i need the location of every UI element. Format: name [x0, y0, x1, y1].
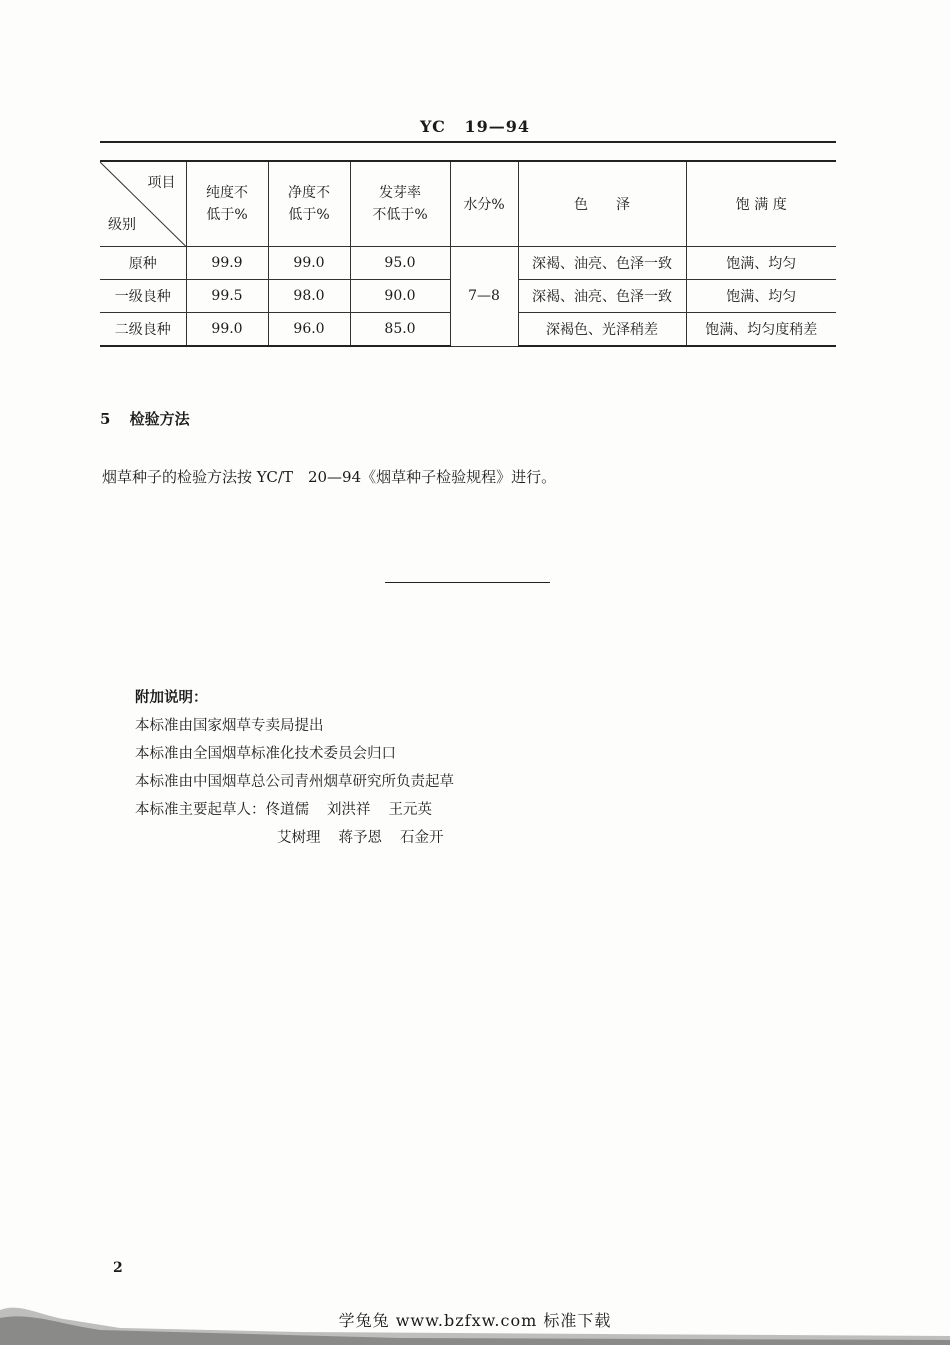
notes-line: 本标准由全国烟草标准化技术委员会归口 [135, 746, 396, 762]
header-fullness: 饱 满 度 [686, 161, 836, 247]
end-rule [385, 582, 550, 583]
table-row [100, 247, 836, 280]
cell-germination: 90.0 [350, 280, 450, 313]
cell-color: 深褐、油亮、色泽一致 [518, 280, 686, 313]
header-cleanliness: 净度不 低于% [268, 161, 350, 247]
cell-cleanliness: 99.0 [268, 247, 350, 280]
section-title: 检验方法 [129, 410, 190, 428]
cell-grade: 一级良种 [100, 280, 186, 313]
drafters-line [135, 796, 454, 824]
cell-color: 深褐色、光泽稍差 [518, 313, 686, 347]
header-purity: 纯度不 低于% [186, 161, 268, 247]
cell-fullness: 饱满、均匀 [686, 280, 836, 313]
cell-purity: 99.9 [186, 247, 268, 280]
additional-notes [135, 684, 454, 852]
drafter-name: 石金开 [400, 830, 444, 846]
section-heading [100, 408, 190, 429]
cell-cleanliness: 96.0 [268, 313, 350, 347]
cell-moisture: 7—8 [450, 247, 518, 347]
cell-grade: 二级良种 [100, 313, 186, 347]
header-germination: 发芽率 不低于% [350, 161, 450, 247]
table-header-row [100, 161, 836, 247]
drafter-name: 王元英 [388, 802, 432, 818]
section-number: 5 [100, 410, 111, 428]
drafter-name: 艾树理 [277, 830, 321, 846]
cell-fullness: 饱满、均匀 [686, 247, 836, 280]
cell-purity: 99.0 [186, 313, 268, 347]
corner-item-label: 项目 [147, 175, 176, 191]
header-color: 色 泽 [518, 161, 686, 247]
drafter-name: 刘洪祥 [327, 802, 371, 818]
drafter-name: 蒋予恩 [338, 830, 382, 846]
cell-germination: 85.0 [350, 313, 450, 347]
cell-color: 深褐、油亮、色泽一致 [518, 247, 686, 280]
method-paragraph: 烟草种子的检验方法按 YC/T 20—94《烟草种子检验规程》进行。 [102, 468, 557, 486]
page-number: 2 [113, 1260, 123, 1276]
cell-fullness: 饱满、均匀度稍差 [686, 313, 836, 347]
notes-line: 本标准由中国烟草总公司青州烟草研究所负责起草 [135, 774, 454, 790]
standard-number: 19—94 [464, 117, 530, 136]
drafters-label: 本标准主要起草人： [135, 802, 266, 818]
cell-purity: 99.5 [186, 280, 268, 313]
drafters-line-2 [135, 824, 454, 852]
seed-quality-table [100, 160, 836, 347]
standard-prefix: YC [420, 117, 446, 136]
notes-line: 本标准由国家烟草专卖局提出 [135, 718, 324, 734]
drafter-name: 佟道儒 [265, 802, 309, 818]
corner-header-cell [100, 161, 186, 247]
cell-germination: 95.0 [350, 247, 450, 280]
footer-watermark-text: 学兔兔 www.bzfxw.com 标准下载 [338, 1311, 612, 1330]
notes-title: 附加说明： [135, 689, 208, 706]
header-rule [100, 141, 836, 143]
header-moisture: 水分% [450, 161, 518, 247]
cell-cleanliness: 98.0 [268, 280, 350, 313]
standard-code [0, 117, 950, 136]
corner-grade-label: 级别 [108, 217, 136, 233]
cell-grade: 原种 [100, 247, 186, 280]
